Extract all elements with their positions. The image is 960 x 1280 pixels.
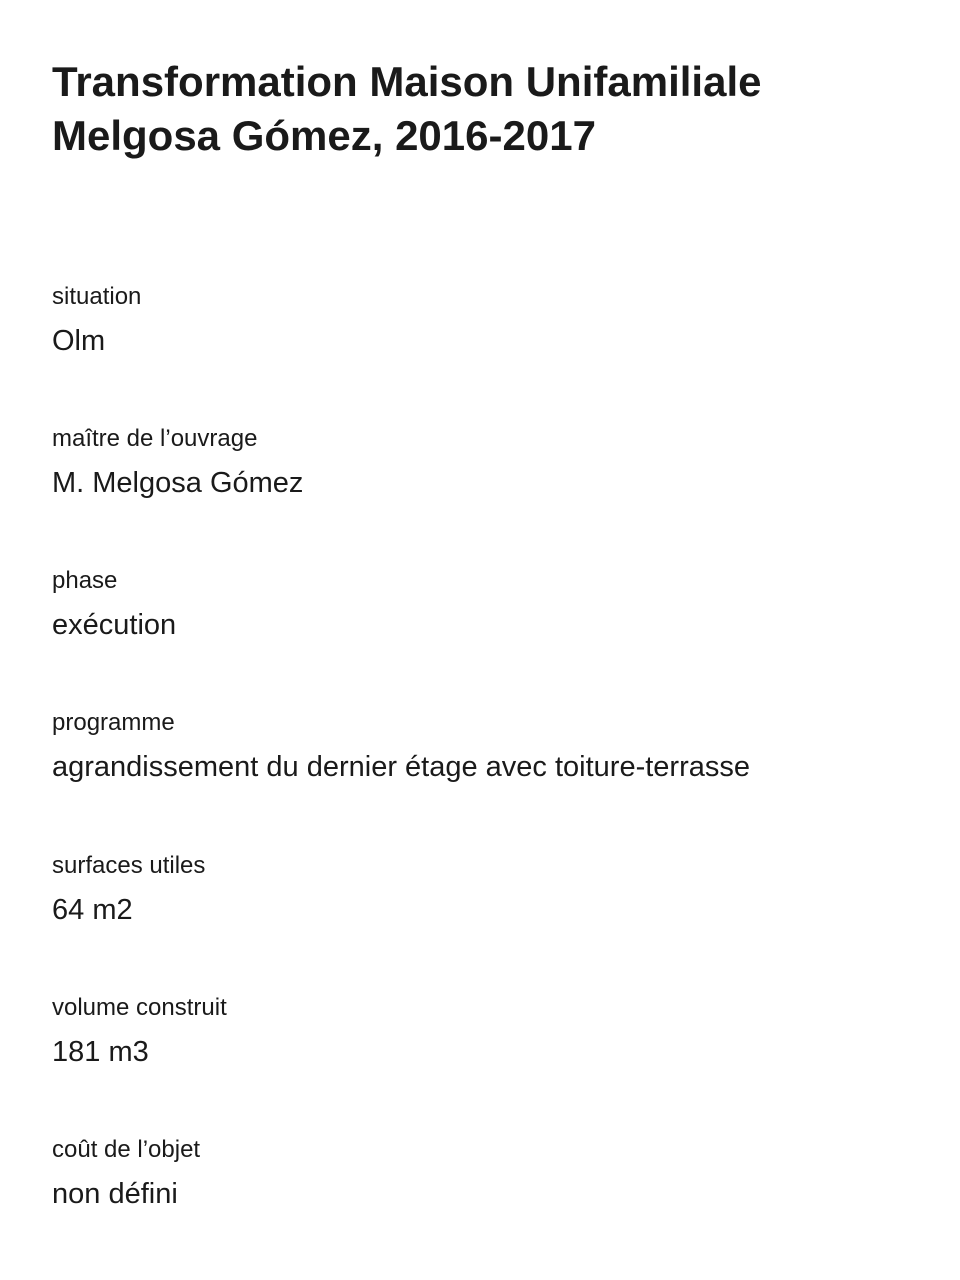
field-programme bbox=[52, 708, 912, 784]
project-title-line-1: Transformation Maison Unifamiliale bbox=[52, 58, 762, 105]
project-title-line-2: Melgosa Gómez, 2016-2017 bbox=[52, 112, 596, 159]
field-volume-construit bbox=[52, 993, 912, 1069]
field-situation bbox=[52, 282, 912, 358]
field-value: non défini bbox=[52, 1178, 178, 1210]
field-label: phase bbox=[52, 567, 118, 594]
field-label: programme bbox=[52, 709, 175, 736]
field-value: 64 m2 bbox=[52, 894, 133, 926]
field-phase bbox=[52, 566, 912, 642]
project-title bbox=[52, 55, 912, 163]
field-maitre-de-louvrage bbox=[52, 424, 912, 500]
field-label: maître de l’ouvrage bbox=[52, 425, 258, 452]
field-cout-de-lobjet bbox=[52, 1135, 912, 1211]
field-label: surfaces utiles bbox=[52, 852, 206, 879]
field-value: M. Melgosa Gómez bbox=[52, 467, 304, 499]
field-label: volume construit bbox=[52, 994, 227, 1021]
field-surfaces-utiles bbox=[52, 851, 912, 927]
field-value: agrandissement du dernier étage avec toiture-terrasse bbox=[52, 751, 750, 783]
field-value: Olm bbox=[52, 325, 106, 357]
field-value: 181 m3 bbox=[52, 1036, 149, 1068]
field-label: coût de l’objet bbox=[52, 1136, 201, 1163]
field-label: situation bbox=[52, 283, 142, 310]
field-value: exécution bbox=[52, 609, 177, 641]
